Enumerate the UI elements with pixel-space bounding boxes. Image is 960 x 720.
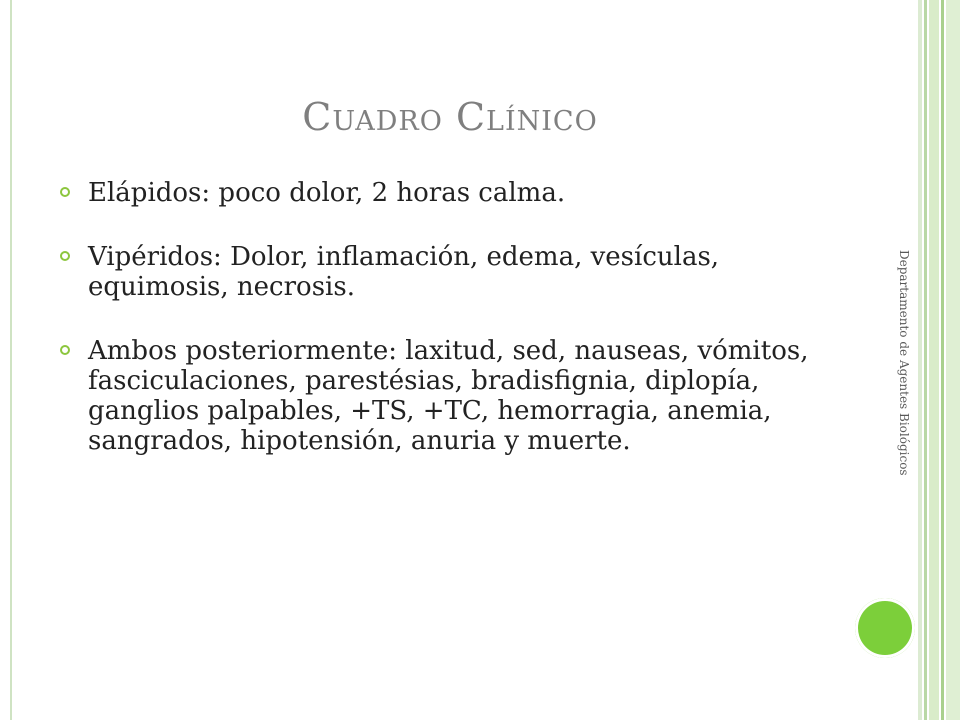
bullet-item	[60, 178, 860, 208]
bullet-circle-icon	[60, 251, 70, 261]
bullet-item	[60, 336, 860, 456]
right-decorative-band	[918, 0, 922, 720]
right-decorative-band	[929, 0, 939, 720]
right-decorative-band	[941, 0, 944, 720]
bullet-circle-icon	[60, 187, 70, 197]
bullet-item	[60, 242, 860, 302]
bullet-text: Ambos posteriormente: laxitud, sed, nauseas, vómitos, fasciculaciones, parestésias, bradisfignia, diplopía, ganglios palpables, +TS, +TC, hemorragia, anemia, sangrados, hipotensión, anuria y muerte.	[88, 336, 809, 456]
bullet-text: Vipéridos: Dolor, inflamación, edema, vesículas, equimosis, necrosis.	[88, 242, 720, 302]
right-decorative-band	[946, 0, 960, 720]
bullet-circle-icon	[60, 345, 70, 355]
right-decorative-band	[924, 0, 927, 720]
slide-title: Cuadro Clínico	[302, 95, 598, 139]
bullet-list	[60, 178, 860, 490]
green-circle-decoration	[855, 598, 915, 658]
footer-department-label: Departamento de Agentes Biológicos	[897, 250, 911, 476]
bullet-text: Elápidos: poco dolor, 2 horas calma.	[88, 178, 566, 208]
